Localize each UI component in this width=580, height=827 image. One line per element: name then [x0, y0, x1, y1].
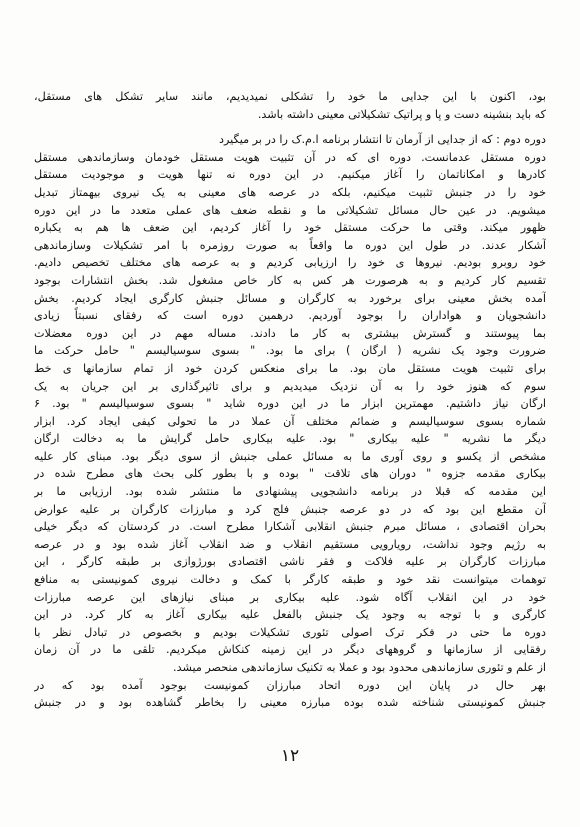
paragraph-3 — [34, 677, 546, 712]
text-line: از علم و تئوری سازماندهی محدود بود و عملا به تکنیک سازماندهی منحصر میشد. — [173, 661, 546, 674]
text-line: دانشجویان و هواداران را بوجود آوردیم. درهمین دوره است که رفقای نسبتاً زیادی — [34, 309, 546, 323]
text-line: دوره مستقل عدمانست. دوره ای که در آن تثبیت هویت مستقل خودمان وسازماندهی مستقل — [34, 150, 546, 164]
text-line: مشخص از یکسو و روی آوری ما به مسائل عملی جنبش از سوی دیگر بود. مبنای کار علیه — [34, 449, 546, 463]
text-line: خود در این انقلاب آگاه شود. علیه بیکاری بر مبنای نیازهای این عرصه مبارزات — [34, 590, 546, 604]
text-line: ظهور میکند. وقتی ما حرکت مستقل خود را آغاز کردیم، این ضعف ها هم به یکباره — [34, 221, 546, 235]
paragraph-2 — [34, 131, 546, 676]
text-line: که باید بنشینه دست و پا و پراتیک تشکیلاتی معینی داشته باشد. — [257, 107, 546, 121]
text-line: رفقایی از سازمانها و گروههای دیگر در این زمینه کنکاش میکردیم. تلقی ما در آن زمان — [34, 643, 546, 657]
text-line: برای تثبیت هویت مستقل مان بود. ما برای منعکس کردن خود از تمام سازمانها ی خط — [34, 361, 546, 375]
text-line: ضرورت وجود یک نشریه ( ارگان ) برای ما بود. " بسوی سوسیالیسم " حامل حرکت ما — [34, 344, 546, 358]
body-text — [34, 88, 546, 738]
text-line: خود را در جنبش تثبیت میکنیم، بلکه در عرصه های معینی به یک نیروی بیهمتاز تبدیل — [34, 185, 546, 199]
text-line: بیکاری مقدمه جزوه " دوران های تلاقت " بوده و با بطور کلی بحث های مطرح شده در — [34, 467, 546, 481]
text-line: دوره ما حتی در فکر ترک اصولی تئوری تشکیلات بودیم و بخصوص در تبادل نظر با — [34, 625, 546, 639]
text-line: دیگر ما نشریه " علیه بیکاری " بود. علیه بیکاری حامل گرایش ما به دخالت ارگان — [34, 432, 546, 446]
text-line: بما پیوستند و گسترش بیشتری به کار ما دادند. مساله مهم در این دوره معضلات — [34, 326, 546, 340]
text-line: سوم که هنوز خود را به آن نزدیک میدیدیم و برای تاثیرگذاری بر این جریان به یک — [34, 379, 546, 393]
text-line: کادرها و امکاناتمان را آغاز میکنیم. در این دوره نه تنها هویت و موجودیت مستقل — [34, 168, 546, 182]
page-number: ۱۲ — [280, 746, 300, 766]
text-line: به رژیم وجود نداشت، رویارویی مستقیم انقلاب و ضد انقلاب آغاز شده بود و در عرصه — [34, 537, 546, 551]
text-line: تقسیم کار کردیم و به هرصورت هر کس به کار خاص مشغول شد. بخش انتشارات بوجود — [34, 273, 546, 287]
text-line: میشویم. در عین حال مسائل تشکیلاتی ما و نقطه ضعف های عملی متعدد ما در این دوره — [34, 203, 546, 217]
text-line: آمده بخش معینی برای برخورد به کارگران و مسائل جنبش کارگری ایجاد کردیم. بخش — [34, 291, 546, 305]
text-line: شماره بسوی سوسیالیسم و ضمائم مختلف آن عملا در ما تحولی کیفی ایجاد کرد. ابزار — [34, 414, 546, 428]
text-line: بود، اکنون با این جدایی ما خود را تشکلی نمیدیدیم، مانند سایر تشکل های مستقل، — [34, 90, 546, 103]
text-line: مبارزات کارگران بر علیه فلاکت و فقر ناشی اقتصادی بورژوازی بر طبقه کارگر ، این — [34, 555, 546, 569]
text-line: ارگان نیاز داشتیم. مهمترین ابزار ما در این دوره شاید " بسوی سوسیالیسم " بود. ۶ — [34, 397, 546, 411]
text-line: بحران اقتصادی ، مسائل مبرم جنبش انقلابی آشکارا مطرح است. در کردستان که دیگر خیلی — [34, 520, 546, 534]
text-line: خود روبرو بودیم. نیروها ی خود را ارزیابی کردیم و به عرصه های مختلف تخصیص دادیم. — [34, 256, 546, 270]
text-line: کارگری و با توجه به وجود یک جنبش بالفعل علیه بیکاری آغاز به کار کرد. در این — [34, 608, 546, 622]
text-line: آشکار عدند. در طول این دوره ما واقعاً به صورت روزمره با امر تشکیلات وسازماندهی — [34, 238, 546, 252]
text-line: این مقدمه که قبلا در برنامه دانشجویی پیشنهادی ما منتشر شده بود. ارزیابی ما بر — [34, 485, 546, 499]
paragraph-1 — [34, 88, 546, 123]
text-line: دوره دوم : که از جدایی از آرمان تا انتشار برنامه ا.م.ک را در بر میگیرد — [218, 133, 546, 147]
text-line: جنبش کمونیستی شناخته شده بوده مبارزه معینی را بخاطر گشاهده بود و در جنبش — [34, 696, 546, 710]
text-line: توهمات میتوانست نقد خود و طبقه کارگر با کمک و دخالت نیروی کمونیستی به منافع — [34, 573, 546, 587]
text-line: آن مقطع این بود که در دو عرصه جنبش فلج کرد و مبارزات کارگران بر علیه عوارض — [34, 502, 546, 516]
text-line: بهر حال در پایان این دوره اتحاد مبارزان کمونیست بوجود آمده بود که در — [34, 678, 546, 692]
